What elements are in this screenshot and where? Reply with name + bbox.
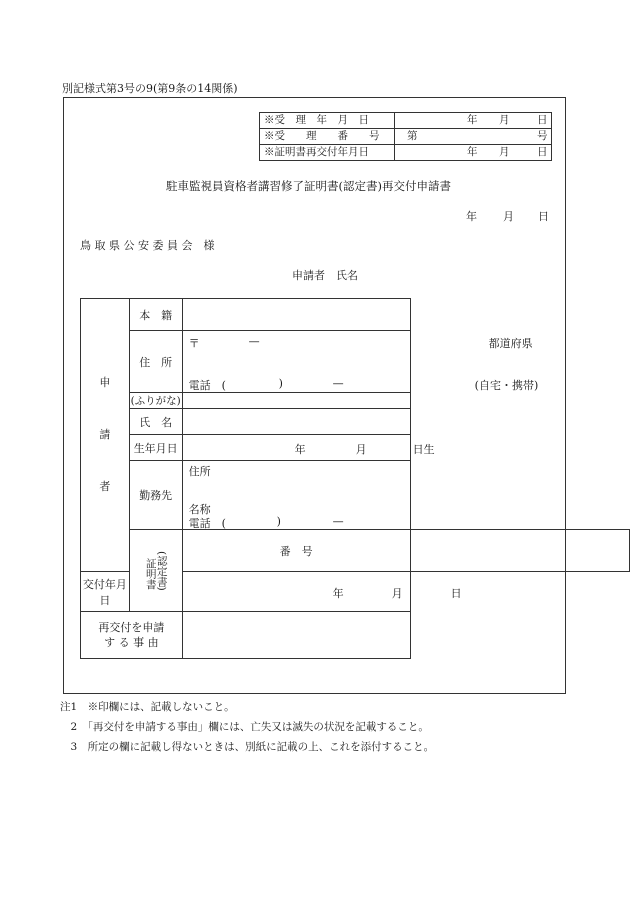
year-label: 年 <box>467 146 478 158</box>
reissue-date-field[interactable] <box>395 145 552 161</box>
day-label: 日 <box>537 146 548 158</box>
issue-date-field[interactable] <box>182 572 462 612</box>
reception-number-label: ※受 理 番 号 <box>260 129 395 145</box>
honseki-field[interactable] <box>182 299 410 331</box>
reception-date-label: ※受 理 年 月 日 <box>260 113 395 129</box>
postal-dash: — <box>248 335 260 348</box>
month-label: 月 <box>503 210 514 223</box>
month-label: 月 <box>499 146 510 158</box>
group-cert-paren: (認定書) <box>155 550 168 591</box>
workplace-field[interactable] <box>182 461 410 530</box>
name-field[interactable] <box>182 409 410 435</box>
row-cert-number <box>81 530 630 572</box>
reception-row-date <box>260 113 552 129</box>
day-label: 日 <box>537 114 548 126</box>
reception-date-field[interactable] <box>395 113 552 129</box>
work-phone-label: 電話 ( <box>188 517 226 530</box>
phone-close: ) <box>278 377 283 390</box>
number-prefix: 第 <box>407 130 418 142</box>
form-reference: 別記様式第3号の9(第9条の14関係) <box>62 82 238 95</box>
month-label: 月 <box>499 114 510 126</box>
phone-label: 電話 ( <box>188 379 226 392</box>
row-birth <box>81 435 630 461</box>
day-label: 日 <box>538 210 549 223</box>
group-char: 申 <box>99 376 111 389</box>
workplace-label: 勤務先 <box>129 461 182 530</box>
reason-field[interactable] <box>182 612 410 659</box>
form-title: 駐車監視員資格者講習修了証明書(認定書)再交付申請書 <box>166 179 451 193</box>
furigana-field[interactable] <box>182 393 410 409</box>
group-char: 請 <box>99 428 111 441</box>
name-label: 氏 名 <box>129 409 182 435</box>
year-label: 年 <box>294 443 306 456</box>
group-applicant <box>81 299 130 572</box>
year-label: 年 <box>467 114 478 126</box>
cert-number-field[interactable] <box>410 530 629 572</box>
postal-mark: 〒 <box>188 337 200 350</box>
row-name <box>81 409 630 435</box>
day-label: 日 <box>450 587 462 600</box>
row-reason <box>81 612 630 659</box>
addressee: 鳥 取 県 公 安 委 員 会 様 <box>80 239 215 252</box>
reception-number-field[interactable] <box>395 129 552 145</box>
reason-line: す る 事 由 <box>104 636 159 649</box>
row-workplace <box>81 461 630 530</box>
applicant-table <box>80 298 630 659</box>
month-label: 月 <box>391 587 403 600</box>
row-furigana <box>81 393 630 409</box>
reason-label <box>81 612 183 659</box>
note-item: 注1 ※印欄には、記載しないこと。 <box>60 701 235 713</box>
work-name-label: 名称 <box>188 503 211 516</box>
group-char: 者 <box>99 480 111 493</box>
cert-number-label: 番 号 <box>182 530 410 572</box>
reason-line: 再交付を申請 <box>98 621 165 634</box>
reception-row-number <box>260 129 552 145</box>
honseki-label: 本 籍 <box>129 299 182 331</box>
group-cert: 証明書 <box>144 557 157 590</box>
work-address-label: 住所 <box>188 465 211 478</box>
month-label: 月 <box>355 443 367 456</box>
note-item: 2 「再交付を申請する事由」欄には、亡失又は滅失の状況を記載すること。 <box>60 721 429 733</box>
phone-dash: — <box>332 377 344 390</box>
note-item: 3 所定の欄に記載し得ないときは、別紙に記載の上、これを添付すること。 <box>60 741 435 753</box>
home-mobile-label: (自宅・携帯) <box>474 379 539 392</box>
birth-field[interactable] <box>182 435 435 461</box>
number-suffix: 号 <box>537 130 548 142</box>
row-address <box>81 331 630 393</box>
work-phone-dash: — <box>332 515 344 528</box>
reception-table <box>259 112 552 161</box>
issue-date-label: 交付年月日 <box>81 572 130 612</box>
birth-label: 生年月日 <box>129 435 182 461</box>
work-phone-close: ) <box>276 515 281 528</box>
applicant-name-line: 申請者 氏名 <box>292 269 358 282</box>
year-label: 年 <box>466 210 477 223</box>
row-honseki <box>81 299 630 331</box>
furigana-label: (ふりがな) <box>129 393 182 409</box>
reception-row-reissue <box>260 145 552 161</box>
year-label: 年 <box>332 587 344 600</box>
day-born-label: 日生 <box>412 443 435 456</box>
address-label: 住 所 <box>129 331 182 393</box>
address-field[interactable] <box>182 331 539 393</box>
notes <box>60 697 434 757</box>
prefecture-label: 都道府県 <box>488 337 533 350</box>
reissue-date-label: ※証明書再交付年月日 <box>260 145 395 161</box>
group-certificate <box>129 530 182 612</box>
